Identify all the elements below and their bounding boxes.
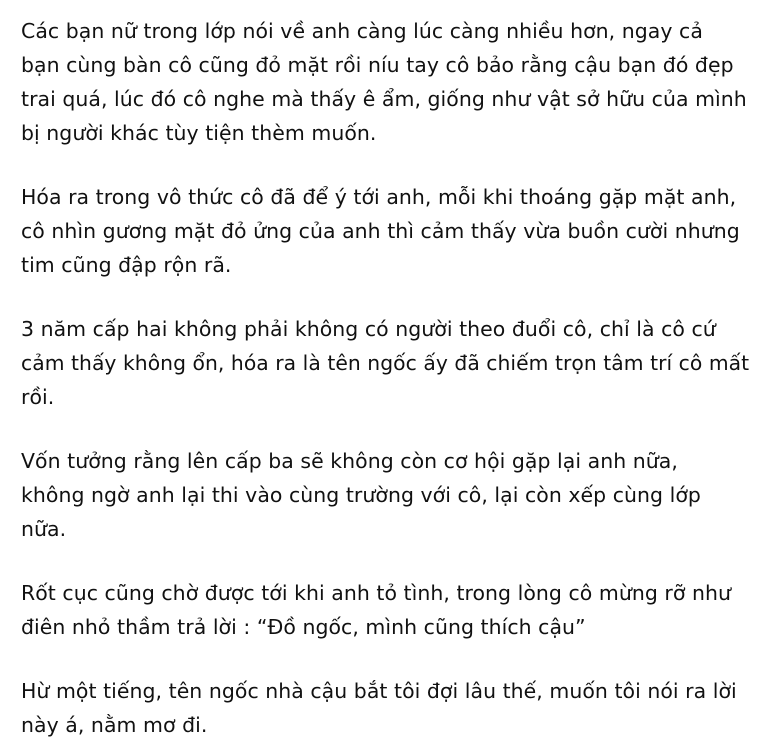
paragraph-4: [21, 444, 751, 546]
paragraph-5: [21, 576, 751, 644]
text-line: điên nhỏ thầm trả lời : “Đồ ngốc, mình cũng thích cậu”: [21, 615, 586, 639]
text-line: cô nhìn gương mặt đỏ ửng của anh thì cảm thấy vừa buồn cười nhưng: [21, 219, 740, 243]
text-line: nữa.: [21, 517, 67, 541]
paragraph-2: [21, 180, 751, 282]
text-line: bạn cùng bàn cô cũng đỏ mặt rồi níu tay cô bảo rằng cậu bạn đó đẹp: [21, 53, 734, 77]
paragraph-1: [21, 14, 751, 150]
text-line: trai quá, lúc đó cô nghe mà thấy ê ẩm, giống như vật sở hữu của mình: [21, 87, 747, 111]
text-line: rồi.: [21, 385, 55, 409]
text-line: Vốn tưởng rằng lên cấp ba sẽ không còn cơ hội gặp lại anh nữa,: [21, 449, 678, 473]
text-line: 3 năm cấp hai không phải không có người theo đuổi cô, chỉ là cô cứ: [21, 317, 716, 341]
text-line: Các bạn nữ trong lớp nói về anh càng lúc càng nhiều hơn, ngay cả: [21, 19, 703, 43]
text-line: bị người khác tùy tiện thèm muốn.: [21, 121, 377, 145]
text-line: không ngờ anh lại thi vào cùng trường với cô, lại còn xếp cùng lớp: [21, 483, 701, 507]
paragraph-3: [21, 312, 751, 414]
text-line: Hừ một tiếng, tên ngốc nhà cậu bắt tôi đợi lâu thế, muốn tôi nói ra lời: [21, 679, 737, 703]
text-line: cảm thấy không ổn, hóa ra là tên ngốc ấy đã chiếm trọn tâm trí cô mất: [21, 351, 750, 375]
paragraph-6: [21, 674, 751, 742]
text-line: Rốt cục cũng chờ được tới khi anh tỏ tình, trong lòng cô mừng rỡ như: [21, 581, 731, 605]
text-line: này á, nằm mơ đi.: [21, 713, 208, 737]
text-line: Hóa ra trong vô thức cô đã để ý tới anh, mỗi khi thoáng gặp mặt anh,: [21, 185, 737, 209]
text-line: tim cũng đập rộn rã.: [21, 253, 232, 277]
